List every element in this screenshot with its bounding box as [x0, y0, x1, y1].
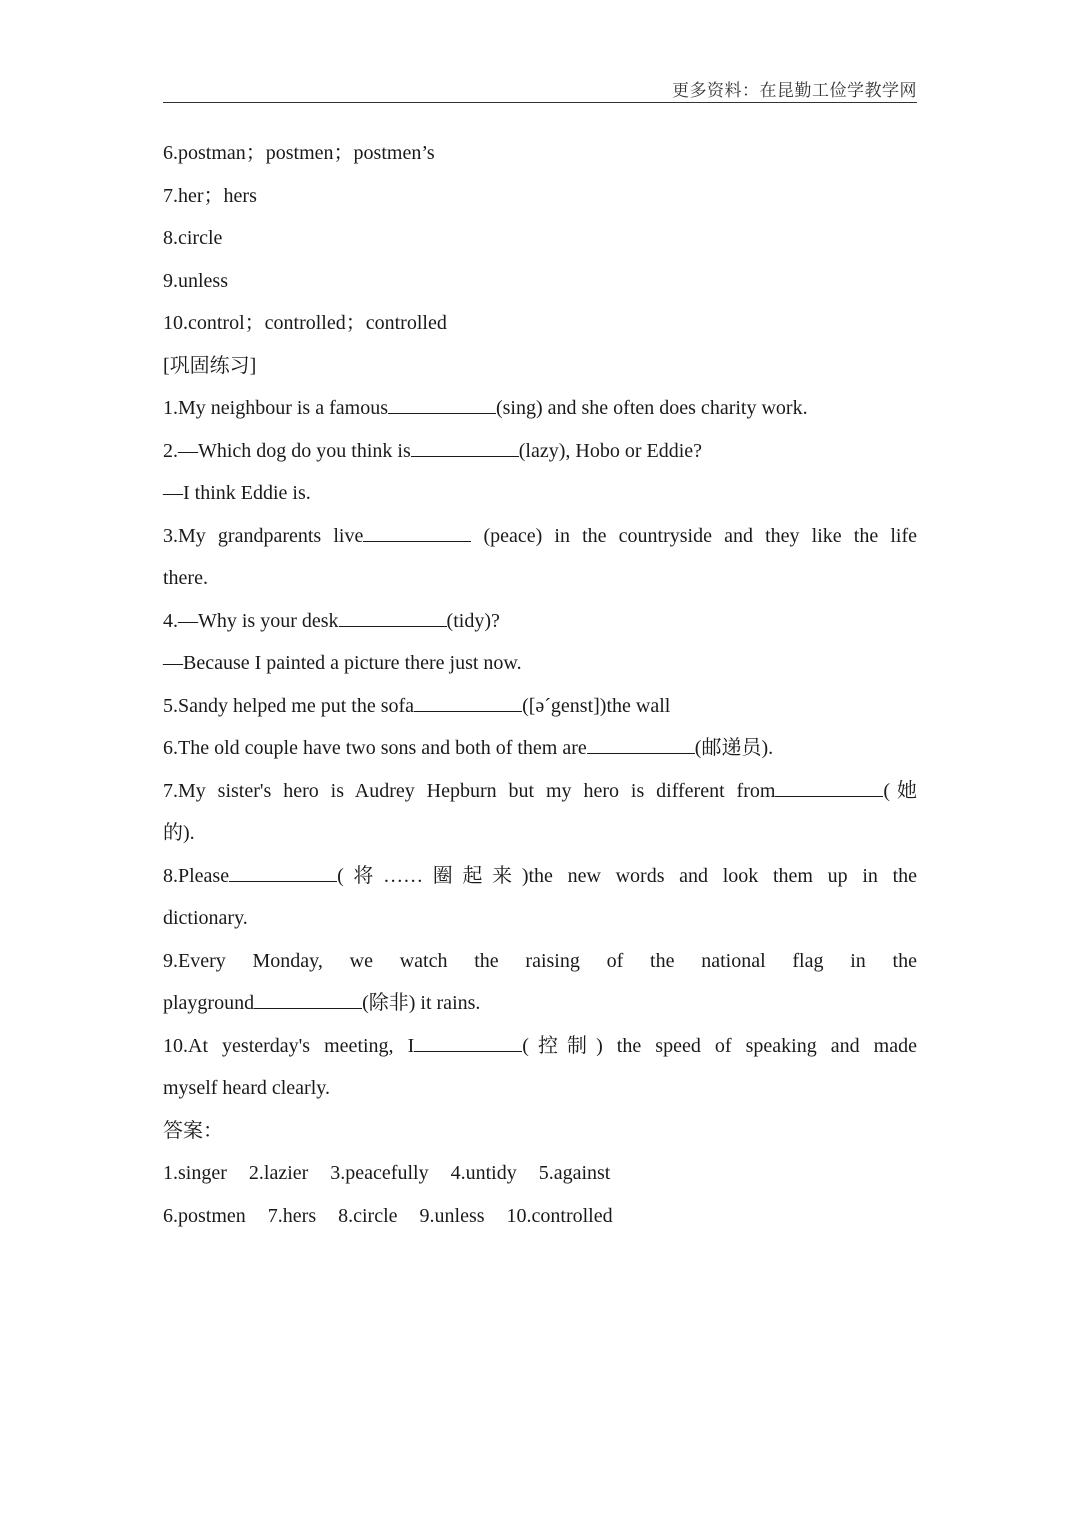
answer-blank[interactable]	[339, 602, 447, 627]
answer-blank[interactable]	[414, 1027, 522, 1052]
answer-item: 1.singer	[163, 1162, 227, 1184]
question-10-cont: myself heard clearly.	[163, 1077, 330, 1099]
answer-blank[interactable]	[388, 389, 496, 414]
question-9: 9.Every Monday, we watch the raising of the national flag in the	[163, 949, 917, 972]
answer-item: 7.hers	[267, 1204, 317, 1227]
answers-row-1	[163, 1152, 917, 1195]
answer-item: 9.unless	[419, 1204, 485, 1227]
question-2: 2.—Which dog do you think is (lazy), Hobo or Eddie?	[163, 430, 917, 473]
question-9-cont: playground (除非) it rains.	[163, 982, 917, 1025]
prev-answer-10: 10.control；controlled；controlled	[163, 312, 447, 334]
answer-item: 3.peacefully	[330, 1162, 429, 1184]
answer-blank[interactable]	[414, 687, 522, 712]
answer-blank[interactable]	[229, 857, 337, 882]
question-4: 4.—Why is your desk (tidy)?	[163, 600, 917, 643]
answer-item: 10.controlled	[506, 1204, 613, 1227]
page-header	[163, 76, 917, 103]
answer-blank[interactable]	[254, 984, 362, 1009]
answers-title: 答案：	[163, 1119, 223, 1142]
question-6: 6.The old couple have two sons and both of them are (邮递员).	[163, 727, 917, 770]
prev-answer-6: 6.postman；postmen；postmen’s	[163, 142, 435, 164]
answer-item: 8.circle	[338, 1204, 398, 1227]
question-7: 7.My sister's hero is Audrey Hepburn but my hero is different from (她	[163, 770, 917, 813]
question-8-cont: dictionary.	[163, 907, 248, 929]
prev-answer-7: 7.her；hers	[163, 184, 257, 207]
answer-item: 4.untidy	[450, 1162, 517, 1184]
question-1: 1.My neighbour is a famous (sing) and she often does charity work.	[163, 387, 917, 430]
question-8: 8.Please (将……圈起来)the new words and look them up in the	[163, 855, 917, 898]
question-3-cont: there.	[163, 567, 208, 589]
prev-answer-9: 9.unless	[163, 269, 228, 292]
answer-item: 6.postmen	[163, 1204, 246, 1227]
answer-item: 5.against	[538, 1162, 611, 1184]
answer-blank[interactable]	[775, 772, 883, 797]
question-4-reply: —Because I painted a picture there just now.	[163, 652, 522, 674]
section-title: [巩固练习]	[163, 354, 257, 377]
answer-blank[interactable]	[363, 517, 471, 542]
question-2-reply: —I think Eddie is.	[163, 482, 311, 504]
prev-answer-8: 8.circle	[163, 227, 223, 249]
answer-blank[interactable]	[411, 432, 519, 457]
answer-blank[interactable]	[587, 729, 695, 754]
question-10: 10.At yesterday's meeting, I (控制) the speed of speaking and made	[163, 1025, 917, 1068]
answers-row-2	[163, 1195, 917, 1238]
document-body	[163, 132, 917, 1237]
question-7-cont: 的).	[163, 822, 195, 844]
header-text: 更多资料：在昆勤工俭学教学网	[672, 81, 917, 100]
question-3: 3.My grandparents live (peace) in the countryside and they like the life	[163, 515, 917, 558]
question-5: 5.Sandy helped me put the sofa ([ə´genst])the wall	[163, 685, 917, 728]
answer-item: 2.lazier	[248, 1162, 309, 1184]
